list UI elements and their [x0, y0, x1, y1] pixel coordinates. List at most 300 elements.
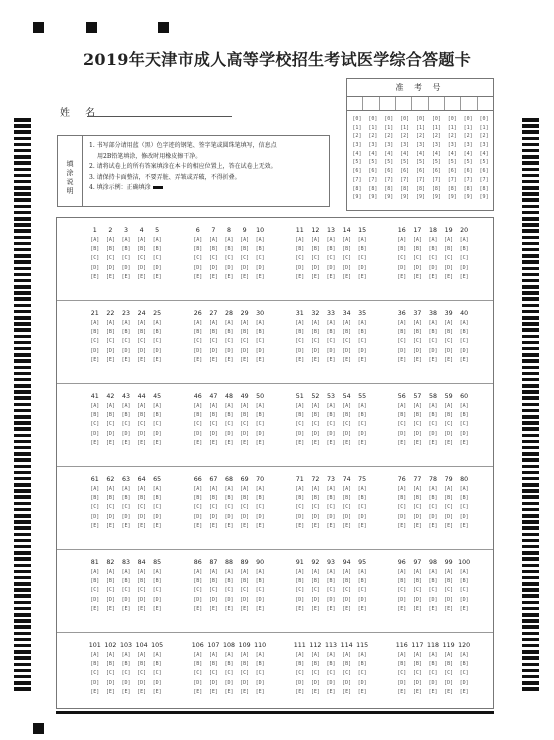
answer-bubble[interactable]: [E] — [397, 522, 407, 529]
exam-number-bubble[interactable]: [2] — [463, 133, 473, 140]
answer-bubble[interactable]: [E] — [224, 688, 234, 695]
answer-bubble[interactable]: [D] — [428, 596, 438, 603]
answer-bubble[interactable]: [E] — [397, 273, 407, 280]
answer-bubble[interactable]: [E] — [105, 273, 115, 280]
answer-bubble[interactable]: [A] — [105, 652, 115, 658]
answer-bubble[interactable]: [C] — [90, 670, 100, 677]
exam-number-write-cell[interactable] — [380, 97, 396, 110]
answer-bubble[interactable]: [D] — [357, 513, 367, 520]
exam-number-bubble[interactable]: [3] — [447, 142, 457, 149]
answer-bubble[interactable]: [A] — [459, 237, 469, 243]
answer-bubble[interactable]: [B] — [208, 578, 218, 585]
answer-bubble[interactable]: [E] — [121, 605, 131, 612]
answer-bubble[interactable]: [E] — [90, 688, 100, 695]
exam-number-bubble[interactable]: [3] — [431, 142, 441, 149]
answer-bubble[interactable]: [C] — [310, 255, 320, 262]
answer-bubble[interactable]: [E] — [137, 439, 147, 446]
answer-bubble[interactable]: [C] — [121, 670, 131, 677]
answer-bubble[interactable]: [A] — [412, 652, 422, 658]
exam-number-bubble[interactable]: [6] — [415, 168, 426, 175]
answer-bubble[interactable]: [C] — [240, 587, 250, 594]
answer-bubble[interactable]: [A] — [342, 403, 352, 409]
answer-bubble[interactable]: [D] — [412, 347, 422, 354]
answer-bubble[interactable]: [B] — [342, 412, 352, 419]
answer-bubble[interactable]: [D] — [310, 513, 320, 520]
exam-number-bubble[interactable]: [4] — [368, 150, 378, 157]
answer-bubble[interactable]: [A] — [121, 486, 131, 492]
exam-number-bubble[interactable]: [3] — [415, 142, 426, 149]
answer-bubble[interactable]: [D] — [428, 264, 438, 271]
answer-bubble[interactable]: [D] — [412, 430, 422, 437]
answer-bubble[interactable]: [B] — [412, 412, 422, 419]
answer-bubble[interactable]: [A] — [105, 569, 115, 575]
answer-bubble[interactable]: [E] — [428, 439, 438, 446]
answer-bubble[interactable]: [A] — [412, 403, 422, 409]
exam-number-bubble[interactable]: [4] — [431, 150, 441, 157]
answer-bubble[interactable]: [A] — [255, 486, 265, 492]
exam-number-bubble[interactable]: [9] — [463, 194, 473, 201]
answer-bubble[interactable]: [C] — [137, 421, 147, 428]
answer-bubble[interactable]: [C] — [193, 587, 203, 594]
answer-bubble[interactable]: [C] — [152, 338, 162, 345]
answer-bubble[interactable]: [D] — [208, 264, 218, 271]
answer-bubble[interactable]: [A] — [357, 237, 367, 243]
exam-number-write-cells[interactable] — [347, 97, 493, 111]
answer-bubble[interactable]: [C] — [152, 587, 162, 594]
answer-bubble[interactable]: [C] — [255, 255, 265, 262]
answer-bubble[interactable]: [B] — [459, 578, 469, 585]
answer-bubble[interactable]: [D] — [240, 513, 250, 520]
answer-bubble[interactable]: [B] — [310, 412, 320, 419]
name-field[interactable] — [87, 116, 232, 117]
answer-bubble[interactable]: [C] — [459, 255, 469, 262]
answer-bubble[interactable]: [C] — [459, 421, 469, 428]
exam-number-bubble[interactable]: [8] — [463, 185, 473, 192]
answer-bubble[interactable]: [C] — [105, 670, 115, 677]
answer-bubble[interactable]: [A] — [412, 237, 422, 243]
answer-bubble[interactable]: [C] — [397, 670, 407, 677]
answer-bubble[interactable]: [D] — [444, 513, 454, 520]
exam-number-bubble[interactable]: [9] — [431, 194, 441, 201]
answer-bubble[interactable]: [A] — [326, 403, 336, 409]
answer-bubble[interactable]: [D] — [121, 347, 131, 354]
answer-bubble[interactable]: [A] — [357, 320, 367, 326]
answer-bubble[interactable]: [E] — [240, 688, 250, 695]
answer-bubble[interactable]: [C] — [137, 670, 147, 677]
answer-bubble[interactable]: [A] — [240, 237, 250, 243]
answer-bubble[interactable]: [E] — [342, 605, 352, 612]
answer-bubble[interactable]: [A] — [193, 320, 203, 326]
answer-bubble[interactable]: [B] — [193, 412, 203, 419]
exam-number-bubble[interactable]: [4] — [384, 150, 394, 157]
answer-bubble[interactable]: [E] — [193, 439, 203, 446]
answer-bubble[interactable]: [A] — [428, 652, 438, 658]
exam-number-bubble[interactable]: [0] — [384, 116, 394, 122]
answer-bubble[interactable]: [A] — [224, 652, 234, 658]
answer-bubble[interactable]: [E] — [357, 605, 367, 612]
answer-bubble[interactable]: [D] — [90, 347, 100, 354]
answer-bubble[interactable]: [A] — [428, 569, 438, 575]
answer-bubble[interactable]: [B] — [224, 246, 234, 253]
answer-bubble[interactable]: [D] — [342, 513, 352, 520]
exam-number-bubble[interactable]: [8] — [431, 185, 441, 192]
answer-bubble[interactable]: [C] — [255, 587, 265, 594]
answer-bubble[interactable]: [B] — [224, 661, 234, 668]
answer-bubble[interactable]: [E] — [137, 522, 147, 529]
answer-bubble[interactable]: [B] — [105, 661, 115, 668]
answer-bubble[interactable]: [C] — [428, 587, 438, 594]
exam-number-bubble[interactable]: [6] — [400, 168, 410, 175]
answer-bubble[interactable]: [D] — [208, 347, 218, 354]
answer-bubble[interactable]: [E] — [255, 522, 265, 529]
answer-bubble[interactable]: [B] — [105, 495, 115, 502]
answer-bubble[interactable]: [D] — [459, 596, 469, 603]
answer-bubble[interactable]: [E] — [397, 688, 407, 695]
answer-bubble[interactable]: [C] — [428, 670, 438, 677]
answer-bubble[interactable]: [D] — [310, 347, 320, 354]
answer-bubble[interactable]: [C] — [310, 587, 320, 594]
answer-bubble[interactable]: [A] — [193, 237, 203, 243]
answer-bubble[interactable]: [B] — [121, 495, 131, 502]
answer-bubble[interactable]: [E] — [121, 688, 131, 695]
answer-bubble[interactable]: [B] — [428, 661, 438, 668]
answer-bubble[interactable]: [C] — [342, 421, 352, 428]
answer-bubble[interactable]: [E] — [459, 605, 469, 612]
answer-bubble[interactable]: [A] — [121, 569, 131, 575]
answer-bubble[interactable]: [A] — [240, 569, 250, 575]
exam-number-bubble[interactable]: [1] — [400, 124, 410, 131]
answer-bubble[interactable]: [E] — [412, 356, 422, 363]
answer-bubble[interactable]: [D] — [224, 513, 234, 520]
answer-bubble[interactable]: [B] — [444, 661, 454, 668]
exam-number-bubble[interactable]: [2] — [400, 133, 410, 140]
answer-bubble[interactable]: [E] — [193, 356, 203, 363]
answer-bubble[interactable]: [E] — [208, 522, 218, 529]
answer-bubble[interactable]: [E] — [121, 273, 131, 280]
answer-bubble[interactable]: [E] — [121, 522, 131, 529]
answer-bubble[interactable]: [E] — [193, 605, 203, 612]
answer-bubble[interactable]: [E] — [208, 605, 218, 612]
exam-number-bubble[interactable]: [1] — [415, 124, 426, 131]
exam-number-bubble[interactable]: [0] — [479, 116, 489, 122]
exam-number-bubble[interactable]: [0] — [431, 116, 441, 122]
answer-bubble[interactable]: [C] — [412, 255, 422, 262]
exam-number-bubble[interactable]: [5] — [447, 159, 457, 166]
answer-bubble[interactable]: [C] — [412, 338, 422, 345]
answer-bubble[interactable]: [A] — [105, 486, 115, 492]
answer-bubble[interactable]: [A] — [137, 237, 147, 243]
answer-bubble[interactable]: [C] — [137, 587, 147, 594]
answer-bubble[interactable]: [B] — [459, 661, 469, 668]
answer-bubble[interactable]: [C] — [224, 670, 234, 677]
exam-number-bubble[interactable]: [0] — [352, 116, 362, 122]
exam-number-bubble[interactable]: [5] — [352, 159, 362, 166]
answer-bubble[interactable]: [B] — [412, 495, 422, 502]
answer-bubble[interactable]: [B] — [310, 329, 320, 336]
answer-bubble[interactable]: [C] — [357, 338, 367, 345]
answer-bubble[interactable]: [A] — [295, 237, 305, 243]
answer-bubble[interactable]: [C] — [295, 587, 305, 594]
exam-number-bubble[interactable]: [7] — [384, 176, 394, 183]
exam-number-bubble[interactable]: [5] — [400, 159, 410, 166]
answer-bubble[interactable]: [A] — [121, 403, 131, 409]
answer-bubble[interactable]: [A] — [326, 486, 336, 492]
answer-bubble[interactable]: [C] — [412, 670, 422, 677]
answer-bubble[interactable]: [E] — [397, 356, 407, 363]
exam-number-bubble[interactable]: [5] — [384, 159, 394, 166]
answer-bubble[interactable]: [D] — [90, 513, 100, 520]
answer-bubble[interactable]: [E] — [193, 522, 203, 529]
answer-bubble[interactable]: [D] — [397, 513, 407, 520]
answer-bubble[interactable]: [B] — [224, 495, 234, 502]
answer-bubble[interactable]: [A] — [459, 569, 469, 575]
answer-bubble[interactable]: [C] — [459, 338, 469, 345]
answer-bubble[interactable]: [D] — [90, 596, 100, 603]
answer-bubble[interactable]: [C] — [105, 255, 115, 262]
answer-bubble[interactable]: [D] — [121, 596, 131, 603]
answer-bubble[interactable]: [D] — [121, 264, 131, 271]
answer-bubble[interactable]: [E] — [193, 273, 203, 280]
exam-number-bubble[interactable]: [7] — [431, 176, 441, 183]
exam-number-bubble[interactable]: [8] — [352, 185, 362, 192]
answer-bubble[interactable]: [A] — [152, 320, 162, 326]
answer-bubble[interactable]: [D] — [397, 430, 407, 437]
answer-bubble[interactable]: [A] — [208, 486, 218, 492]
answer-bubble[interactable]: [E] — [326, 273, 336, 280]
answer-bubble[interactable]: [E] — [412, 522, 422, 529]
answer-bubble[interactable]: [A] — [240, 486, 250, 492]
answer-bubble[interactable]: [B] — [310, 578, 320, 585]
answer-bubble[interactable]: [B] — [152, 246, 162, 253]
answer-bubble[interactable]: [E] — [105, 522, 115, 529]
answer-bubble[interactable]: [E] — [105, 688, 115, 695]
answer-bubble[interactable]: [D] — [412, 513, 422, 520]
answer-bubble[interactable]: [C] — [224, 504, 234, 511]
answer-bubble[interactable]: [B] — [326, 578, 336, 585]
answer-bubble[interactable]: [A] — [459, 652, 469, 658]
answer-bubble[interactable]: [C] — [357, 255, 367, 262]
answer-bubble[interactable]: [C] — [397, 421, 407, 428]
answer-bubble[interactable]: [B] — [224, 412, 234, 419]
answer-bubble[interactable]: [A] — [342, 652, 352, 658]
answer-bubble[interactable]: [B] — [193, 329, 203, 336]
answer-bubble[interactable]: [B] — [295, 578, 305, 585]
answer-bubble[interactable]: [B] — [255, 578, 265, 585]
answer-bubble[interactable]: [A] — [90, 320, 100, 326]
answer-bubble[interactable]: [C] — [121, 504, 131, 511]
answer-bubble[interactable]: [A] — [193, 403, 203, 409]
answer-bubble[interactable]: [C] — [105, 421, 115, 428]
answer-bubble[interactable]: [E] — [459, 273, 469, 280]
answer-bubble[interactable]: [E] — [240, 273, 250, 280]
exam-number-bubble[interactable]: [9] — [415, 194, 426, 201]
exam-number-bubble[interactable]: [9] — [352, 194, 362, 201]
answer-bubble[interactable]: [A] — [397, 403, 407, 409]
answer-bubble[interactable]: [A] — [137, 486, 147, 492]
answer-bubble[interactable]: [E] — [295, 273, 305, 280]
answer-bubble[interactable]: [E] — [90, 522, 100, 529]
answer-bubble[interactable]: [C] — [208, 587, 218, 594]
exam-number-bubble[interactable]: [7] — [368, 176, 378, 183]
answer-bubble[interactable]: [C] — [357, 587, 367, 594]
exam-number-bubble[interactable]: [4] — [447, 150, 457, 157]
answer-bubble[interactable]: [B] — [240, 412, 250, 419]
answer-bubble[interactable]: [A] — [255, 320, 265, 326]
answer-bubble[interactable]: [C] — [208, 504, 218, 511]
answer-bubble[interactable]: [D] — [240, 264, 250, 271]
answer-bubble[interactable]: [B] — [295, 661, 305, 668]
exam-number-bubble[interactable]: [1] — [447, 124, 457, 131]
answer-bubble[interactable]: [A] — [444, 320, 454, 326]
answer-bubble[interactable]: [A] — [240, 403, 250, 409]
answer-bubble[interactable]: [C] — [397, 255, 407, 262]
answer-bubble[interactable]: [A] — [224, 486, 234, 492]
answer-bubble[interactable]: [C] — [137, 338, 147, 345]
answer-bubble[interactable]: [B] — [357, 246, 367, 253]
answer-bubble[interactable]: [C] — [397, 504, 407, 511]
answer-bubble[interactable]: [B] — [444, 412, 454, 419]
answer-bubble[interactable]: [C] — [152, 255, 162, 262]
answer-bubble[interactable]: [E] — [240, 522, 250, 529]
answer-bubble[interactable]: [B] — [208, 661, 218, 668]
answer-bubble[interactable]: [C] — [310, 670, 320, 677]
answer-bubble[interactable]: [C] — [121, 255, 131, 262]
answer-bubble[interactable]: [C] — [357, 504, 367, 511]
answer-bubble[interactable]: [D] — [224, 430, 234, 437]
answer-bubble[interactable]: [B] — [326, 661, 336, 668]
exam-number-write-cell[interactable] — [412, 97, 428, 110]
answer-bubble[interactable]: [D] — [255, 347, 265, 354]
answer-bubble[interactable]: [E] — [152, 522, 162, 529]
answer-bubble[interactable]: [B] — [459, 412, 469, 419]
answer-bubble[interactable]: [D] — [357, 264, 367, 271]
answer-bubble[interactable]: [A] — [208, 403, 218, 409]
answer-bubble[interactable]: [C] — [295, 670, 305, 677]
answer-bubble[interactable]: [E] — [444, 522, 454, 529]
answer-bubble[interactable]: [C] — [428, 255, 438, 262]
answer-bubble[interactable]: [D] — [152, 679, 162, 686]
answer-bubble[interactable]: [D] — [137, 347, 147, 354]
exam-number-bubble[interactable]: [1] — [463, 124, 473, 131]
answer-bubble[interactable]: [C] — [224, 338, 234, 345]
answer-bubble[interactable]: [E] — [105, 356, 115, 363]
answer-bubble[interactable]: [B] — [121, 661, 131, 668]
answer-bubble[interactable]: [A] — [224, 569, 234, 575]
answer-bubble[interactable]: [B] — [357, 661, 367, 668]
answer-bubble[interactable]: [A] — [224, 237, 234, 243]
answer-bubble[interactable]: [A] — [137, 569, 147, 575]
answer-bubble[interactable]: [C] — [397, 587, 407, 594]
answer-bubble[interactable]: [B] — [193, 661, 203, 668]
answer-bubble[interactable]: [C] — [255, 338, 265, 345]
answer-bubble[interactable]: [E] — [255, 273, 265, 280]
answer-bubble[interactable]: [A] — [310, 486, 320, 492]
answer-bubble[interactable]: [E] — [326, 356, 336, 363]
answer-bubble[interactable]: [A] — [459, 403, 469, 409]
answer-bubble[interactable]: [C] — [137, 504, 147, 511]
answer-bubble[interactable]: [E] — [428, 688, 438, 695]
answer-bubble[interactable]: [D] — [121, 679, 131, 686]
answer-bubble[interactable]: [D] — [295, 430, 305, 437]
answer-bubble[interactable]: [D] — [397, 679, 407, 686]
answer-bubble[interactable]: [A] — [224, 320, 234, 326]
answer-bubble[interactable]: [C] — [193, 670, 203, 677]
answer-bubble[interactable]: [E] — [310, 605, 320, 612]
answer-bubble[interactable]: [A] — [295, 569, 305, 575]
answer-bubble[interactable]: [E] — [137, 605, 147, 612]
answer-bubble[interactable]: [B] — [137, 578, 147, 585]
answer-bubble[interactable]: [C] — [326, 587, 336, 594]
answer-bubble[interactable]: [D] — [357, 596, 367, 603]
answer-bubble[interactable]: [D] — [137, 513, 147, 520]
answer-bubble[interactable]: [C] — [105, 504, 115, 511]
answer-bubble[interactable]: [B] — [459, 329, 469, 336]
answer-bubble[interactable]: [B] — [310, 246, 320, 253]
answer-bubble[interactable]: [C] — [90, 504, 100, 511]
answer-bubble[interactable]: [C] — [224, 587, 234, 594]
answer-bubble[interactable]: [B] — [90, 329, 100, 336]
answer-bubble[interactable]: [E] — [357, 356, 367, 363]
answer-bubble[interactable]: [E] — [412, 273, 422, 280]
answer-bubble[interactable]: [D] — [310, 679, 320, 686]
answer-bubble[interactable]: [A] — [90, 569, 100, 575]
answer-bubble[interactable]: [B] — [444, 246, 454, 253]
answer-bubble[interactable]: [E] — [444, 273, 454, 280]
exam-number-bubble[interactable]: [4] — [400, 150, 410, 157]
answer-bubble[interactable]: [D] — [90, 430, 100, 437]
answer-bubble[interactable]: [D] — [240, 596, 250, 603]
answer-bubble[interactable]: [A] — [295, 403, 305, 409]
answer-bubble[interactable]: [D] — [295, 513, 305, 520]
exam-number-bubble[interactable]: [8] — [479, 185, 489, 192]
answer-bubble[interactable]: [C] — [240, 504, 250, 511]
answer-bubble[interactable]: [B] — [326, 246, 336, 253]
answer-bubble[interactable]: [E] — [295, 688, 305, 695]
answer-bubble[interactable]: [C] — [152, 670, 162, 677]
answer-bubble[interactable]: [B] — [412, 246, 422, 253]
answer-bubble[interactable]: [A] — [208, 569, 218, 575]
answer-bubble[interactable]: [D] — [428, 513, 438, 520]
answer-bubble[interactable]: [D] — [152, 264, 162, 271]
answer-bubble[interactable]: [D] — [397, 347, 407, 354]
exam-number-bubble[interactable]: [8] — [415, 185, 426, 192]
answer-bubble[interactable]: [C] — [444, 587, 454, 594]
answer-bubble[interactable]: [B] — [428, 412, 438, 419]
answer-bubble[interactable]: [A] — [152, 403, 162, 409]
answer-bubble[interactable]: [A] — [326, 569, 336, 575]
answer-bubble[interactable]: [E] — [224, 356, 234, 363]
answer-bubble[interactable]: [B] — [397, 329, 407, 336]
answer-bubble[interactable]: [B] — [459, 246, 469, 253]
answer-bubble[interactable]: [C] — [137, 255, 147, 262]
answer-bubble[interactable]: [D] — [137, 679, 147, 686]
answer-bubble[interactable]: [D] — [357, 430, 367, 437]
exam-number-bubble[interactable]: [6] — [352, 168, 362, 175]
answer-bubble[interactable]: [A] — [90, 237, 100, 243]
answer-bubble[interactable]: [A] — [397, 320, 407, 326]
answer-bubble[interactable]: [B] — [121, 578, 131, 585]
answer-bubble[interactable]: [D] — [326, 347, 336, 354]
answer-bubble[interactable]: [C] — [444, 504, 454, 511]
answer-bubble[interactable]: [E] — [240, 439, 250, 446]
answer-bubble[interactable]: [A] — [412, 569, 422, 575]
exam-number-bubble[interactable]: [7] — [479, 176, 489, 183]
exam-number-bubble[interactable]: [6] — [384, 168, 394, 175]
answer-bubble[interactable]: [C] — [193, 504, 203, 511]
answer-bubble[interactable]: [E] — [208, 273, 218, 280]
answer-bubble[interactable]: [B] — [342, 661, 352, 668]
answer-bubble[interactable]: [C] — [255, 421, 265, 428]
